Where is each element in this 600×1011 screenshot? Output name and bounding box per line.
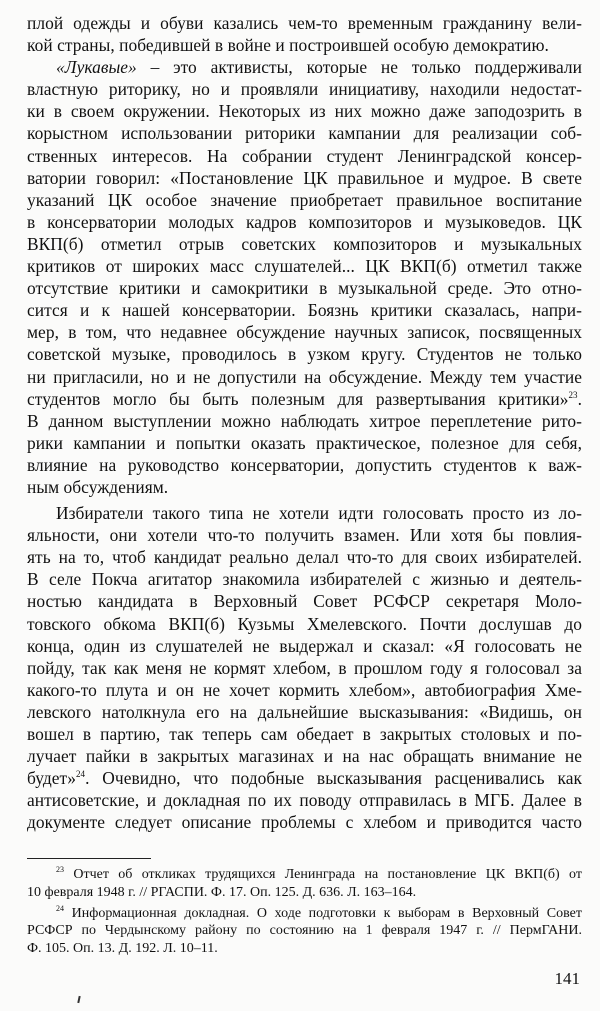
- text-fragment: студентов могло бы быть полезным для развертывания критики»: [27, 388, 569, 409]
- footnote-line: Ф. 105. Оп. 13. Д. 192. Л. 10–11.: [27, 941, 218, 957]
- text-line: антисоветские, и докладная по их поводу отправилась в МГБ. Далее в: [27, 790, 582, 811]
- text-line: яльности, они хотели что-то получить взамен. Или хотя бы повлия-: [27, 525, 582, 546]
- footnote-line: [27, 866, 582, 884]
- text-line: властную риторику, но и проявляли инициативу, находили недостат-: [27, 79, 582, 100]
- text-line: вошел в партию, так теперь сам обедает в закрытых столовых и по-: [27, 724, 582, 744]
- text-fragment: будет»: [27, 768, 76, 789]
- text-line: товского обкома ВКП(б) Кузьмы Хмелевского. Почти дослушав до: [27, 613, 582, 634]
- text-line: ВКП(б) отметил отрыв советских композиторов и музыкальных: [27, 233, 582, 254]
- text-line: В селе Покча агитатор знакомила избирателей с жизнью и деятель-: [27, 569, 582, 590]
- paragraph-2: [27, 56, 582, 498]
- italic-term: «Лукавые»: [56, 57, 137, 78]
- footnote-23: [27, 866, 582, 902]
- text-fragment: – это активисты, которые не только поддерживали: [136, 57, 582, 78]
- text-line: какого-то плута и он не хочет кормить хлебом», автобиография Хме-: [27, 679, 582, 700]
- paragraph-3: [27, 502, 582, 833]
- text-line: рики кампании и попытки оказать практическое, полезное для себя,: [27, 432, 582, 453]
- text-line: мер, в том, что недавнее обсуждение научных записок, посвященных: [27, 322, 582, 343]
- text-line: [27, 56, 582, 78]
- text-line: отсутствие критики и самокритики в музыкальной среде. Это отно-: [27, 278, 582, 299]
- page-number: 141: [554, 969, 580, 988]
- text-fragment: Отчет об откликах трудящихся Ленинграда на постановление ЦК ВКП(б) от: [64, 867, 582, 882]
- text-line: сится и к нашей консерватории. Боязнь критики сказалась, напри-: [27, 300, 582, 321]
- footnote-line: [27, 905, 582, 923]
- text-line: влияние на руководство консерватории, допустить студентов к важ-: [27, 454, 582, 475]
- paragraph-1: [27, 12, 582, 56]
- text-line: ным обсуждениям.: [27, 476, 169, 497]
- text-line: ки в своем окружении. Некоторых из них можно даже заподозрить в: [27, 101, 582, 122]
- text-line: ни пригласили, но и не допустили на обсуждение. Между тем участие: [27, 366, 582, 387]
- footnote-line: 10 февраля 1948 г. // РГАСПИ. Ф. 17. Оп. 125. Д. 636. Л. 163–164.: [27, 884, 417, 900]
- footnote-ref-24: 24: [75, 769, 86, 780]
- text-line: левского натолкнула его на дальнейшие высказывания: «Видишь, он: [27, 701, 582, 722]
- text-line: В данном выступлении можно наблюдать хитрое переплетение рито-: [27, 410, 582, 431]
- text-line: пойду, так как меня не кормят хлебом, в прошлом году я голосовал за: [27, 657, 582, 678]
- text-line: кой страны, победившей в войне и построившей особую демократию.: [27, 35, 549, 56]
- text-line: лучает пайки в закрытых магазинах и на нас обращать внимание не: [27, 746, 582, 767]
- text-line: ностью кандидата в Верховный Совет РСФСР секретаря Моло-: [27, 591, 582, 612]
- text-line: конца, один из слушателей не выдержал и сказал: «Я голосовать не: [27, 635, 582, 656]
- text-fragment: Информационная докладная. О ходе подготовки к выборам в Верховный Совет: [64, 905, 582, 921]
- text-line: [27, 767, 582, 789]
- footnote-24: [27, 905, 582, 958]
- text-line: ять на то, чтоб кандидат реально делал что-то для своих избирателей.: [27, 547, 582, 568]
- text-line: Избиратели такого типа не хотели идти голосовать просто из ло-: [56, 503, 582, 524]
- main-text: [27, 12, 582, 833]
- text-line: критиков от широких масс слушателей... ЦК ВКП(б) отметил также: [27, 256, 582, 277]
- text-line: корыстном использовании риторики кампании для реализации соб-: [27, 123, 582, 144]
- footnotes: [27, 866, 582, 958]
- text-line: ственных интересов. На собрании студент Ленинградской консер-: [27, 145, 582, 166]
- print-speck: [77, 996, 80, 1003]
- footnote-separator: [27, 858, 151, 859]
- footnote-number: 24: [56, 903, 64, 913]
- text-line: ватории говорил: «Постановление ЦК правильное и мудрое. В свете: [27, 167, 582, 188]
- text-line: советской музыке, проводилось в узком кругу. Студентов не только: [27, 344, 582, 365]
- text-line: в консерватории молодых кадров композиторов и музыковедов. ЦК: [27, 211, 582, 232]
- text-fragment: .: [577, 388, 582, 409]
- text-line: указаний ЦК особое значение приобретает правильное воспитание: [27, 189, 582, 210]
- footnote-ref-23: 23: [568, 389, 578, 400]
- footnote-number: 23: [56, 865, 64, 874]
- text-line: [27, 388, 582, 410]
- text-line: плой одежды и обуви казались чем-то временным гражданину вели-: [27, 13, 582, 33]
- text-line: документе следует описание проблемы с хлебом и приводится часто: [27, 812, 582, 833]
- footnote-line: РСФСР по Чердынскому району по состоянию на 1 февраля 1947 г. // ПермГАНИ.: [27, 923, 582, 939]
- text-fragment: . Очевидно, что подобные высказывания расценивались как: [85, 768, 582, 789]
